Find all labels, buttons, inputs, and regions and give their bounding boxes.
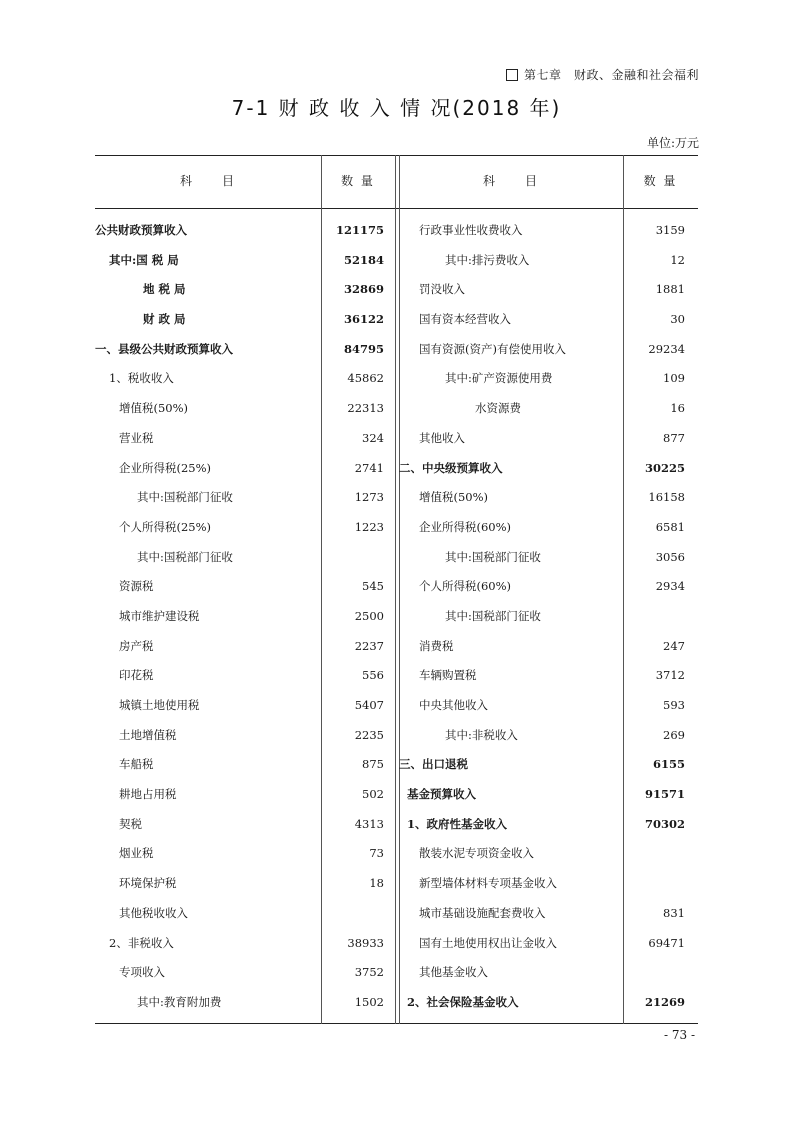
left-value-cell: 22313 xyxy=(347,401,384,416)
left-subject-cell: 营业税 xyxy=(119,430,154,445)
left-subject-cell: 土地增值税 xyxy=(119,727,177,742)
table-row xyxy=(95,691,698,721)
table-row xyxy=(95,929,698,959)
left-subject-cell: 财 政 局 xyxy=(143,312,186,327)
right-value-cell: 269 xyxy=(663,727,685,742)
table-row xyxy=(95,750,698,780)
header-left-subject: 科 目 xyxy=(179,174,236,188)
table-row xyxy=(95,454,698,484)
header-left-value: 数 量 xyxy=(341,174,375,188)
unit-label: 单位:万元 xyxy=(646,136,699,150)
right-value-cell: 2934 xyxy=(655,579,685,594)
right-subject-cell: 其中:国税部门征收 xyxy=(445,608,541,623)
table-row xyxy=(95,216,698,246)
left-value-cell: 45862 xyxy=(347,371,384,386)
right-subject-cell: 行政事业性收费收入 xyxy=(419,223,523,237)
table-row xyxy=(95,394,698,424)
left-subject-cell: 环境保护税 xyxy=(119,876,177,891)
right-value-cell: 29234 xyxy=(648,341,685,356)
left-subject-cell: 2、非税收入 xyxy=(109,935,174,950)
right-value-cell: 16 xyxy=(670,401,685,416)
right-subject-cell: 城市基础设施配套费收入 xyxy=(419,905,546,920)
table-body xyxy=(95,216,698,1018)
right-value-cell: 831 xyxy=(663,905,685,920)
right-subject-cell: 车辆购置税 xyxy=(419,668,477,683)
left-subject-cell: 房产税 xyxy=(119,638,154,653)
table-bottom-rule xyxy=(95,1023,698,1024)
left-subject-cell: 印花税 xyxy=(119,668,154,683)
left-value-cell: 2235 xyxy=(354,727,384,742)
right-value-cell xyxy=(623,958,685,988)
chapter-label: 第七章 财政、金融和社会福利 xyxy=(523,68,699,82)
page-number: - 73 - xyxy=(663,1028,695,1042)
left-subject-cell: 1、税收收入 xyxy=(109,371,174,386)
right-subject-cell: 其中:国税部门征收 xyxy=(445,549,541,564)
right-subject-cell: 其中:排污费收入 xyxy=(445,252,530,267)
right-value-cell: 109 xyxy=(663,371,685,386)
right-subject-cell: 中央其他收入 xyxy=(419,698,488,712)
right-value-cell: 3159 xyxy=(655,223,685,237)
right-subject-cell: 散装水泥专项资金收入 xyxy=(419,846,534,861)
right-subject-cell: 水资源费 xyxy=(475,401,521,416)
right-subject-cell: 2、社会保险基金收入 xyxy=(407,994,519,1009)
table-row xyxy=(95,899,698,929)
table-row xyxy=(95,483,698,513)
right-value-cell: 3056 xyxy=(655,549,685,564)
chapter-header xyxy=(506,66,699,83)
page-title: 7-1 财 政 收 入 情 况(2018 年) xyxy=(231,96,562,120)
right-subject-cell: 消费税 xyxy=(419,638,454,653)
right-value-cell xyxy=(623,839,685,869)
table-row xyxy=(95,513,698,543)
right-value-cell xyxy=(623,869,685,899)
right-value-cell: 593 xyxy=(663,698,685,712)
right-subject-cell: 增值税(50%) xyxy=(419,490,489,505)
left-value-cell: 545 xyxy=(362,579,384,594)
right-subject-cell: 其中:非税收入 xyxy=(445,727,518,742)
right-subject-cell: 三、出口退税 xyxy=(399,757,468,772)
left-subject-cell: 一、县级公共财政预算收入 xyxy=(95,341,233,356)
header-right-value: 数 量 xyxy=(643,174,678,188)
right-subject-cell: 国有资源(资产)有偿使用收入 xyxy=(419,341,566,356)
left-value-cell: 18 xyxy=(369,876,384,891)
right-value-cell: 16158 xyxy=(648,490,685,505)
table-row xyxy=(95,424,698,454)
right-value-cell: 1881 xyxy=(655,282,685,297)
left-subject-cell: 其中:教育附加费 xyxy=(137,994,222,1009)
right-subject-cell: 企业所得税(60%) xyxy=(419,519,512,534)
table-row xyxy=(95,810,698,840)
table-row xyxy=(95,958,698,988)
left-subject-cell: 其中:国税部门征收 xyxy=(137,549,233,564)
left-subject-cell: 契税 xyxy=(119,816,142,831)
header-right-subject: 科 目 xyxy=(482,174,539,188)
left-subject-cell: 耕地占用税 xyxy=(119,787,177,802)
left-value-cell: 556 xyxy=(362,668,384,683)
left-subject-cell: 资源税 xyxy=(119,579,154,594)
right-value-cell: 21269 xyxy=(644,994,685,1009)
right-value-cell: 69471 xyxy=(648,935,685,950)
left-value-cell: 1502 xyxy=(354,994,384,1009)
right-value-cell: 30 xyxy=(670,312,685,327)
left-value-cell: 121175 xyxy=(335,223,384,237)
table-row xyxy=(95,275,698,305)
table-row xyxy=(95,780,698,810)
table-row xyxy=(95,869,698,899)
left-value-cell xyxy=(321,899,384,929)
right-value-cell: 877 xyxy=(663,430,685,445)
left-value-cell: 52184 xyxy=(343,252,384,267)
left-subject-cell: 专项收入 xyxy=(119,965,165,980)
left-value-cell: 2741 xyxy=(354,460,384,475)
right-value-cell: 30225 xyxy=(644,460,685,475)
right-subject-cell: 其他收入 xyxy=(419,430,465,445)
left-value-cell: 875 xyxy=(362,757,384,772)
left-subject-cell: 其他税收收入 xyxy=(119,905,188,920)
table-row xyxy=(95,661,698,691)
right-subject-cell: 罚没收入 xyxy=(419,282,465,297)
right-value-cell: 6155 xyxy=(652,757,685,772)
left-value-cell: 1223 xyxy=(354,519,384,534)
left-subject-cell: 增值税(50%) xyxy=(119,401,189,416)
right-subject-cell: 国有土地使用权出让金收入 xyxy=(419,935,557,950)
left-subject-cell: 地 税 局 xyxy=(143,282,186,297)
right-subject-cell: 个人所得税(60%) xyxy=(419,579,512,594)
left-value-cell: 73 xyxy=(369,846,384,861)
right-subject-cell: 其中:矿产资源使用费 xyxy=(445,371,553,386)
right-value-cell: 91571 xyxy=(644,787,685,802)
left-subject-cell: 其中:国 税 局 xyxy=(109,252,179,267)
left-subject-cell: 企业所得税(25%) xyxy=(119,460,212,475)
left-subject-cell: 烟业税 xyxy=(119,846,154,861)
table-row xyxy=(95,246,698,276)
left-subject-cell: 个人所得税(25%) xyxy=(119,519,212,534)
table-row xyxy=(95,335,698,365)
table-row xyxy=(95,572,698,602)
left-subject-cell: 车船税 xyxy=(119,757,154,772)
left-value-cell: 502 xyxy=(362,787,384,802)
table-row xyxy=(95,632,698,662)
left-value-cell: 324 xyxy=(362,430,384,445)
left-value-cell: 4313 xyxy=(354,816,384,831)
right-subject-cell: 1、政府性基金收入 xyxy=(407,816,508,831)
left-subject-cell: 其中:国税部门征收 xyxy=(137,490,233,505)
table-header-rule xyxy=(95,208,698,209)
right-subject-cell: 基金预算收入 xyxy=(407,787,476,802)
left-value-cell: 32869 xyxy=(343,282,384,297)
left-value-cell: 38933 xyxy=(347,935,384,950)
square-icon xyxy=(506,69,518,81)
right-value-cell: 3712 xyxy=(655,668,685,683)
right-value-cell xyxy=(623,602,685,632)
left-value-cell: 3752 xyxy=(354,965,384,980)
right-value-cell: 6581 xyxy=(655,519,685,534)
table-row xyxy=(95,839,698,869)
right-subject-cell: 二、中央级预算收入 xyxy=(399,460,503,475)
right-subject-cell: 其他基金收入 xyxy=(419,965,488,980)
left-value-cell: 2237 xyxy=(354,638,384,653)
right-subject-cell: 新型墙体材料专项基金收入 xyxy=(419,876,557,891)
left-subject-cell: 公共财政预算收入 xyxy=(95,223,187,237)
right-value-cell: 247 xyxy=(663,638,685,653)
table-row xyxy=(95,988,698,1018)
left-value-cell xyxy=(321,543,384,573)
table-row xyxy=(95,543,698,573)
left-value-cell: 1273 xyxy=(354,490,384,505)
right-value-cell: 70302 xyxy=(644,816,685,831)
left-subject-cell: 城市维护建设税 xyxy=(119,608,200,623)
table-row xyxy=(95,364,698,394)
right-value-cell: 12 xyxy=(670,252,685,267)
table-row xyxy=(95,305,698,335)
right-subject-cell: 国有资本经营收入 xyxy=(419,312,511,327)
left-value-cell: 5407 xyxy=(354,698,384,712)
left-subject-cell: 城镇土地使用税 xyxy=(119,698,200,712)
left-value-cell: 84795 xyxy=(343,341,384,356)
left-value-cell: 36122 xyxy=(343,312,384,327)
table-row xyxy=(95,602,698,632)
left-value-cell: 2500 xyxy=(354,608,384,623)
revenue-table xyxy=(95,155,698,1024)
table-row xyxy=(95,721,698,751)
